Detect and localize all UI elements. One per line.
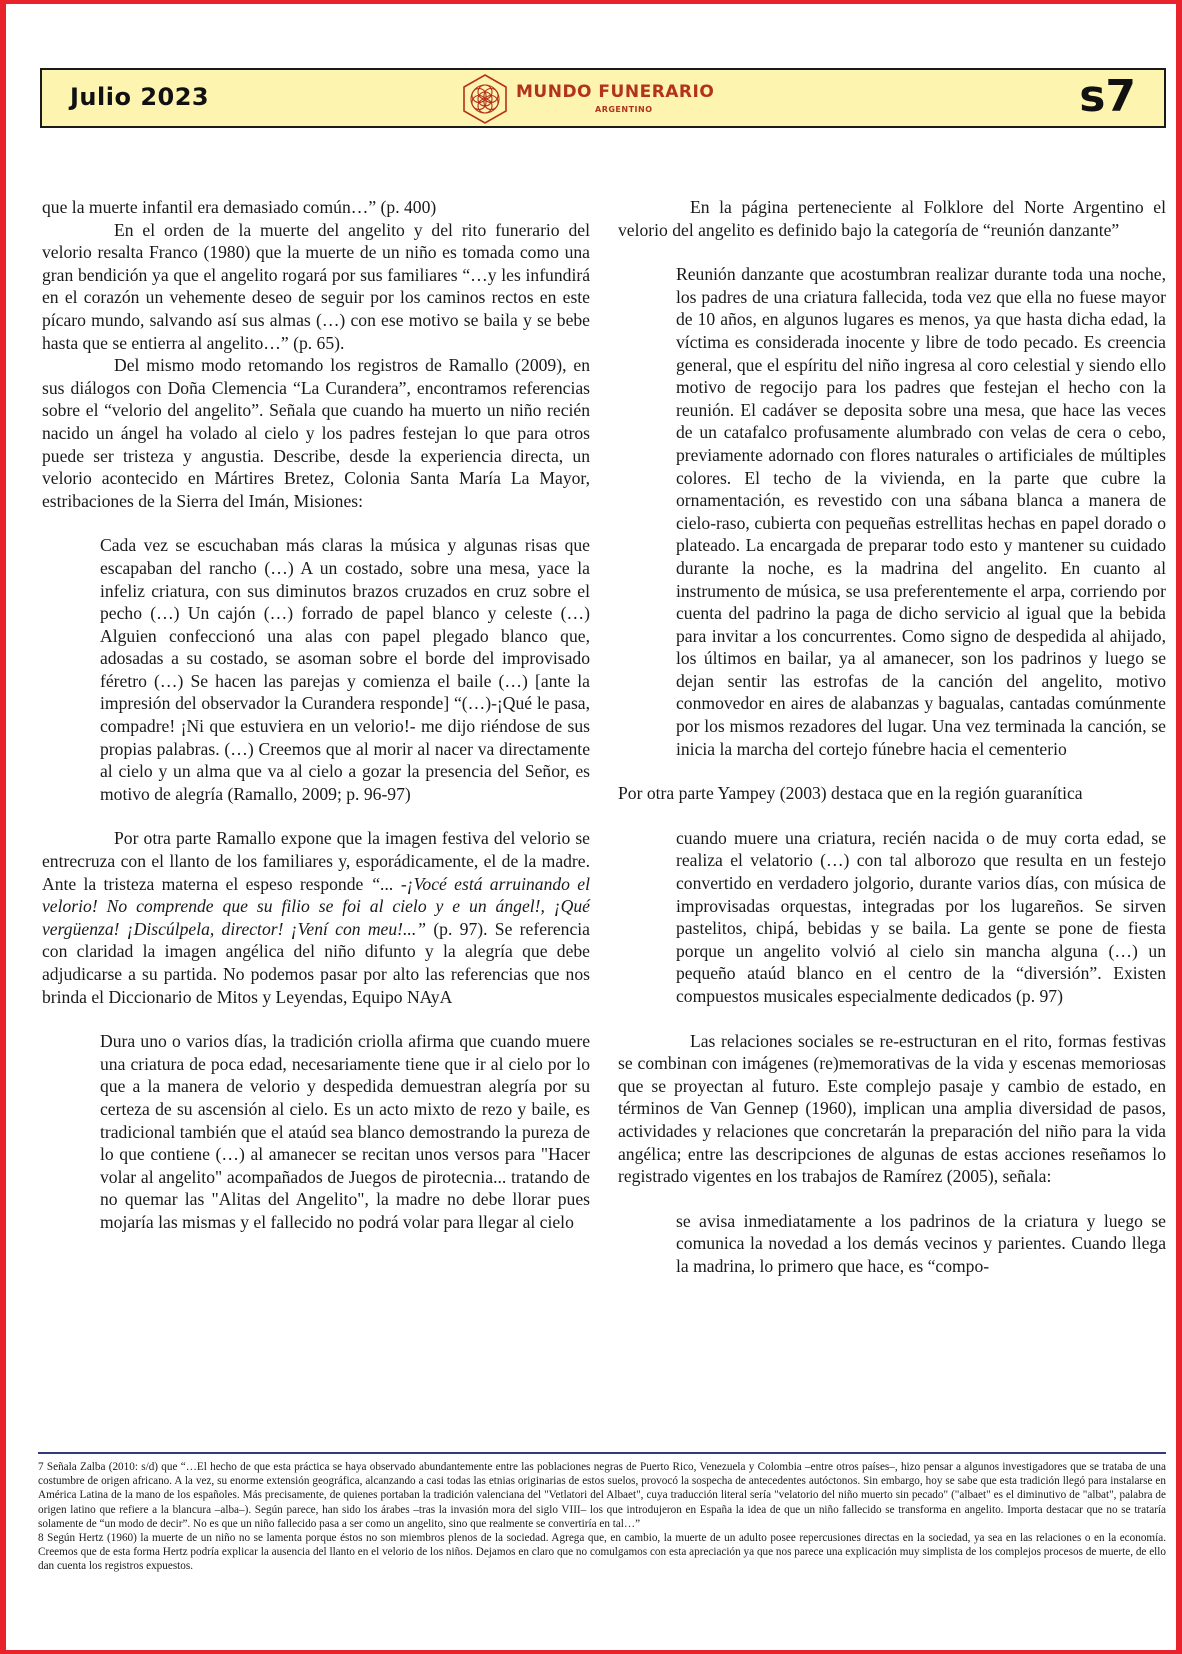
block-quote: Cada vez se escuchaban más claras la música y algunas risas que escapaban del rancho (…) A un costado, sobre una mesa, yace la infeliz criatura, con sus diminutos brazos cruzados en cruz sobre el pecho (…) Un cajón (…) forrado de papel blanco y celeste (…) Alguien confeccionó una alas con papel plegado blanco que, adosadas a su costado, se asoman sobre el borde del improvisado féretro (…) Se hacen las parejas y comienza el baile (…) [ante la impresión del observador la Curandera responde] “(…)-¡Qué le pasa, compadre! ¡Ni que estuviera en un velorio!- me dijo riéndose de sus propias palabras. (…) Creemos que al morir al nacer va directamente al cielo y un alma que va al cielo a gozar la presencia del Señor, es motivo de alegría (Ramallo, 2009; p. 96-97) xyxy=(100,535,590,804)
block-quote: Dura uno o varios días, la tradición criolla afirma que cuando muere una criatura de poca edad, necesariamente tiene que ir al cielo por lo que a la manera de velorio y despedida demuestran alegría por su certeza de su ascensión al cielo. Es un acto mixto de rezo y baile, es tradicional también que el ataúd sea blanco demostrando la pureza de lo que contiene (…) al amanecer se recitan unos versos para "Hacer volar al angelito" acompañados de Juegos de pirotecnia... tratando de no quemar las "Alitas del Angelito", la madre no debe llorar pues mojaría las mismas y el fallecido no podrá volar para llegar al cielo xyxy=(100,1031,590,1232)
paragraph: Las relaciones sociales se re-estructuran en el rito, formas festivas se combinan con imágenes (re)memorativas de la vida y escenas memoriosas que se proyectan al futuro. Este complejo pasaje y cambio de estado, en términos de Van Gennep (1960), implican una amplia diversidad de pasos, actividades y relaciones que concretarán la preparación del niño para la vida angélica; entre las descripciones de algunas de estas acciones reseñamos lo registrado vigentes en los trabajos de Ramírez (2005), señala: xyxy=(618,1030,1166,1187)
right-column xyxy=(618,196,1166,1278)
paragraph: En el orden de la muerte del angelito y del rito funerario del velorio resalta Franco (1980) que la muerte de un niño es tomada como una gran bendición ya que el angelito rogará por sus familiares “…y les infundirá en el corazón un vehemente deseo de seguir por los caminos rectos en este pícaro mundo, salvando así sus almas (…) con ese motivo se baila y se bebe hasta que se entierra al angelito…” (p. 65). xyxy=(42,219,590,353)
footnotes xyxy=(38,1452,1166,1574)
paragraph-text: (p. 97). Se referencia con claridad la imagen angélica del niño difunto y la alegría que debe adjudicarse a su partida. No podemos pasar por alto las referencias que nos brinda el Diccionario de Mitos y Leyendas, Equipo NAyA xyxy=(42,918,590,1007)
block-quote: Reunión danzante que acostumbran realizar durante toda una noche, los padres de una criatura fallecida, toda vez que ella no fuese mayor de 10 años, en algunos lugares es menos, ya que hasta dicha edad, la víctima es considerada inocente y libre de todo pecado. Es creencia general, que el espíritu del niño ingresa al coro celestial y siendo ello motivo de regocijo para los padres que festejan el hecho con la reunión. El cadáver se deposita sobre una mesa, que hace las veces de un catafalco profusamente alumbrado con velas de cera o cebo, previamente adornado con flores naturales o artificiales de múltiples colores. El techo de la vivienda, en la parte que cubre la ornamentación, es revestido con una sábana blanca a manera de cielo-raso, cubierta con pequeñas estrellitas hechas en papel dorado o plateado. La encargada de preparar todo esto y mantener su cuidado durante la noche, es la madrina del angelito. En cuanto al instrumento de música, se usa preferentemente el arpa, corriendo por cuenta del padrino la paga de dicho servicio al igual que la bebida para invitar a los concurrentes. Como signo de despedida al ahijado, los últimos en bailar, ya al amanecer, son los padrinos y luego se dejan sentir las estrofas de la canción del angelito, motivo conmovedor en aires de alabanzas y bagualas, cantadas comúnmente por los mismos rezadores del lugar. Una vez terminada la canción, se inicia la marcha del cortejo fúnebre hacia el cementerio xyxy=(676,264,1166,759)
paragraph: Del mismo modo retomando los registros de Ramallo (2009), en sus diálogos con Doña Clemencia “La Curandera”, encontramos referencias sobre el “velorio del angelito”. Señala que cuando ha muerto un niño recién nacido un ángel ha volado al cielo y los padres festejan lo que para otros puede ser tristeza y angustia. Describe, desde la experiencia directa, un velorio acontecido en Mártires Bretez, Colonia Santa María La Mayor, estribaciones de la Sierra del Imán, Misiones: xyxy=(42,355,590,511)
brand-name: MUNDO FUNERARIO xyxy=(516,82,715,102)
block-quote: cuando muere una criatura, recién nacida o de muy corta edad, se realiza el velatorio (…) con tal alborozo que resulta en un festejo convertido en verdadero jolgorio, durante varios días, con música de improvisadas orquestas, integradas por los lugareños. Se sirven pastelitos, chipá, bebidas y se baila. La gente se pone de fiesta porque un angelito volvió al cielo sin mancha alguna (…) un pequeño ataúd blanco en el centro de la “diversión”. Existen compuestos musicales especialmente dedicados (p. 97) xyxy=(676,827,1166,1006)
footnote: 7 Señala Zalba (2010: s/d) que “…El hecho de que esta práctica se haya observado abundantemente entre las poblaciones negras de Puerto Rico, Venezuela y Colombia –entre otros países–, hizo pensar a algunos investigadores que se trataba de una costumbre de origen africano. A la vez, su enorme extensión geográfica, alcanzando a casi todas las etnias originarias de estos suelos, provocó la sospecha de antecedentes autóctonos. Sin embargo, hoy se sabe que esta tradición llegó para instalarse en América Latina de la mano de los españoles. Más precisamente, de quienes portaban la tradición valenciana del "Vetlatori del Albaet", cuya traducción literal sería "velatorio del niño muerto sin pecado" ("albaet" es el diminutivo de "albat", palabra de origen latino que refiere a la blancura –alba–). Según parece, han sido los árabes –tras la invasión mora del siglo VIII– los que introdujeron en España la idea de que un niño fallecido se transforma en angelito. Importa destacar que no se trataría solamente de “un modo de decir”. No es que un niño fallecido pasa a ser como un angelito, sino que realmente se convertiría en tal…” xyxy=(38,1461,1166,1530)
paragraph-text: Por otra parte Ramallo expone que la imagen festiva del velorio se entrecruza con el llanto de los familiares y, esporádicamente, el de la madre. Ante la tristeza materna el espeso responde xyxy=(42,828,590,894)
paragraph: En la página perteneciente al Folklore del Norte Argentino el velorio del angelito es definido bajo la categoría de “reunión danzante” xyxy=(618,197,1166,240)
brand-subtitle: ARGENTINO xyxy=(595,105,653,114)
paragraph: que la muerte infantil era demasiado común…” (p. 400) xyxy=(42,197,437,217)
footnote: 8 Según Hertz (1960) la muerte de un niño no se lamenta porque éstos no son miembros plenos de la sociedad. Agrega que, en cambio, la muerte de un adulto posee repercusiones directas en la sociedad, ya sea en las relaciones o en la economía. Creemos que de esta forma Hertz podría explicar la ausencia del llanto en el velorio de los niños. Dejamos en claro que no comulgamos con esta apreciación ya que nos parece una explicación muy simplista de los complejos procesos de muerte, de ello dan cuenta los registros expuestos. xyxy=(38,1532,1166,1573)
paragraph xyxy=(42,827,590,1008)
inline-quote: “... -¡Vocé está arruinando el velorio! No comprende que su filio se foi al cielo y e un ángel!, ¡Qué vergüenza! ¡Discúlpela, director! ¡Vení con meu!...” xyxy=(42,873,590,939)
issue-date: Julio 2023 xyxy=(70,83,210,111)
page-header xyxy=(40,68,1166,128)
left-column xyxy=(42,196,590,1234)
paragraph: Por otra parte Yampey (2003) destaca que en la región guaranítica xyxy=(618,783,1083,804)
page-label: s7 xyxy=(1079,71,1136,122)
flower-of-life-icon xyxy=(460,74,510,124)
block-quote: se avisa inmediatamente a los padrinos de la criatura y luego se comunica la novedad a los demás vecinos y parientes. Cuando llega la madrina, lo primero que hace, es “compo- xyxy=(676,1210,1166,1276)
